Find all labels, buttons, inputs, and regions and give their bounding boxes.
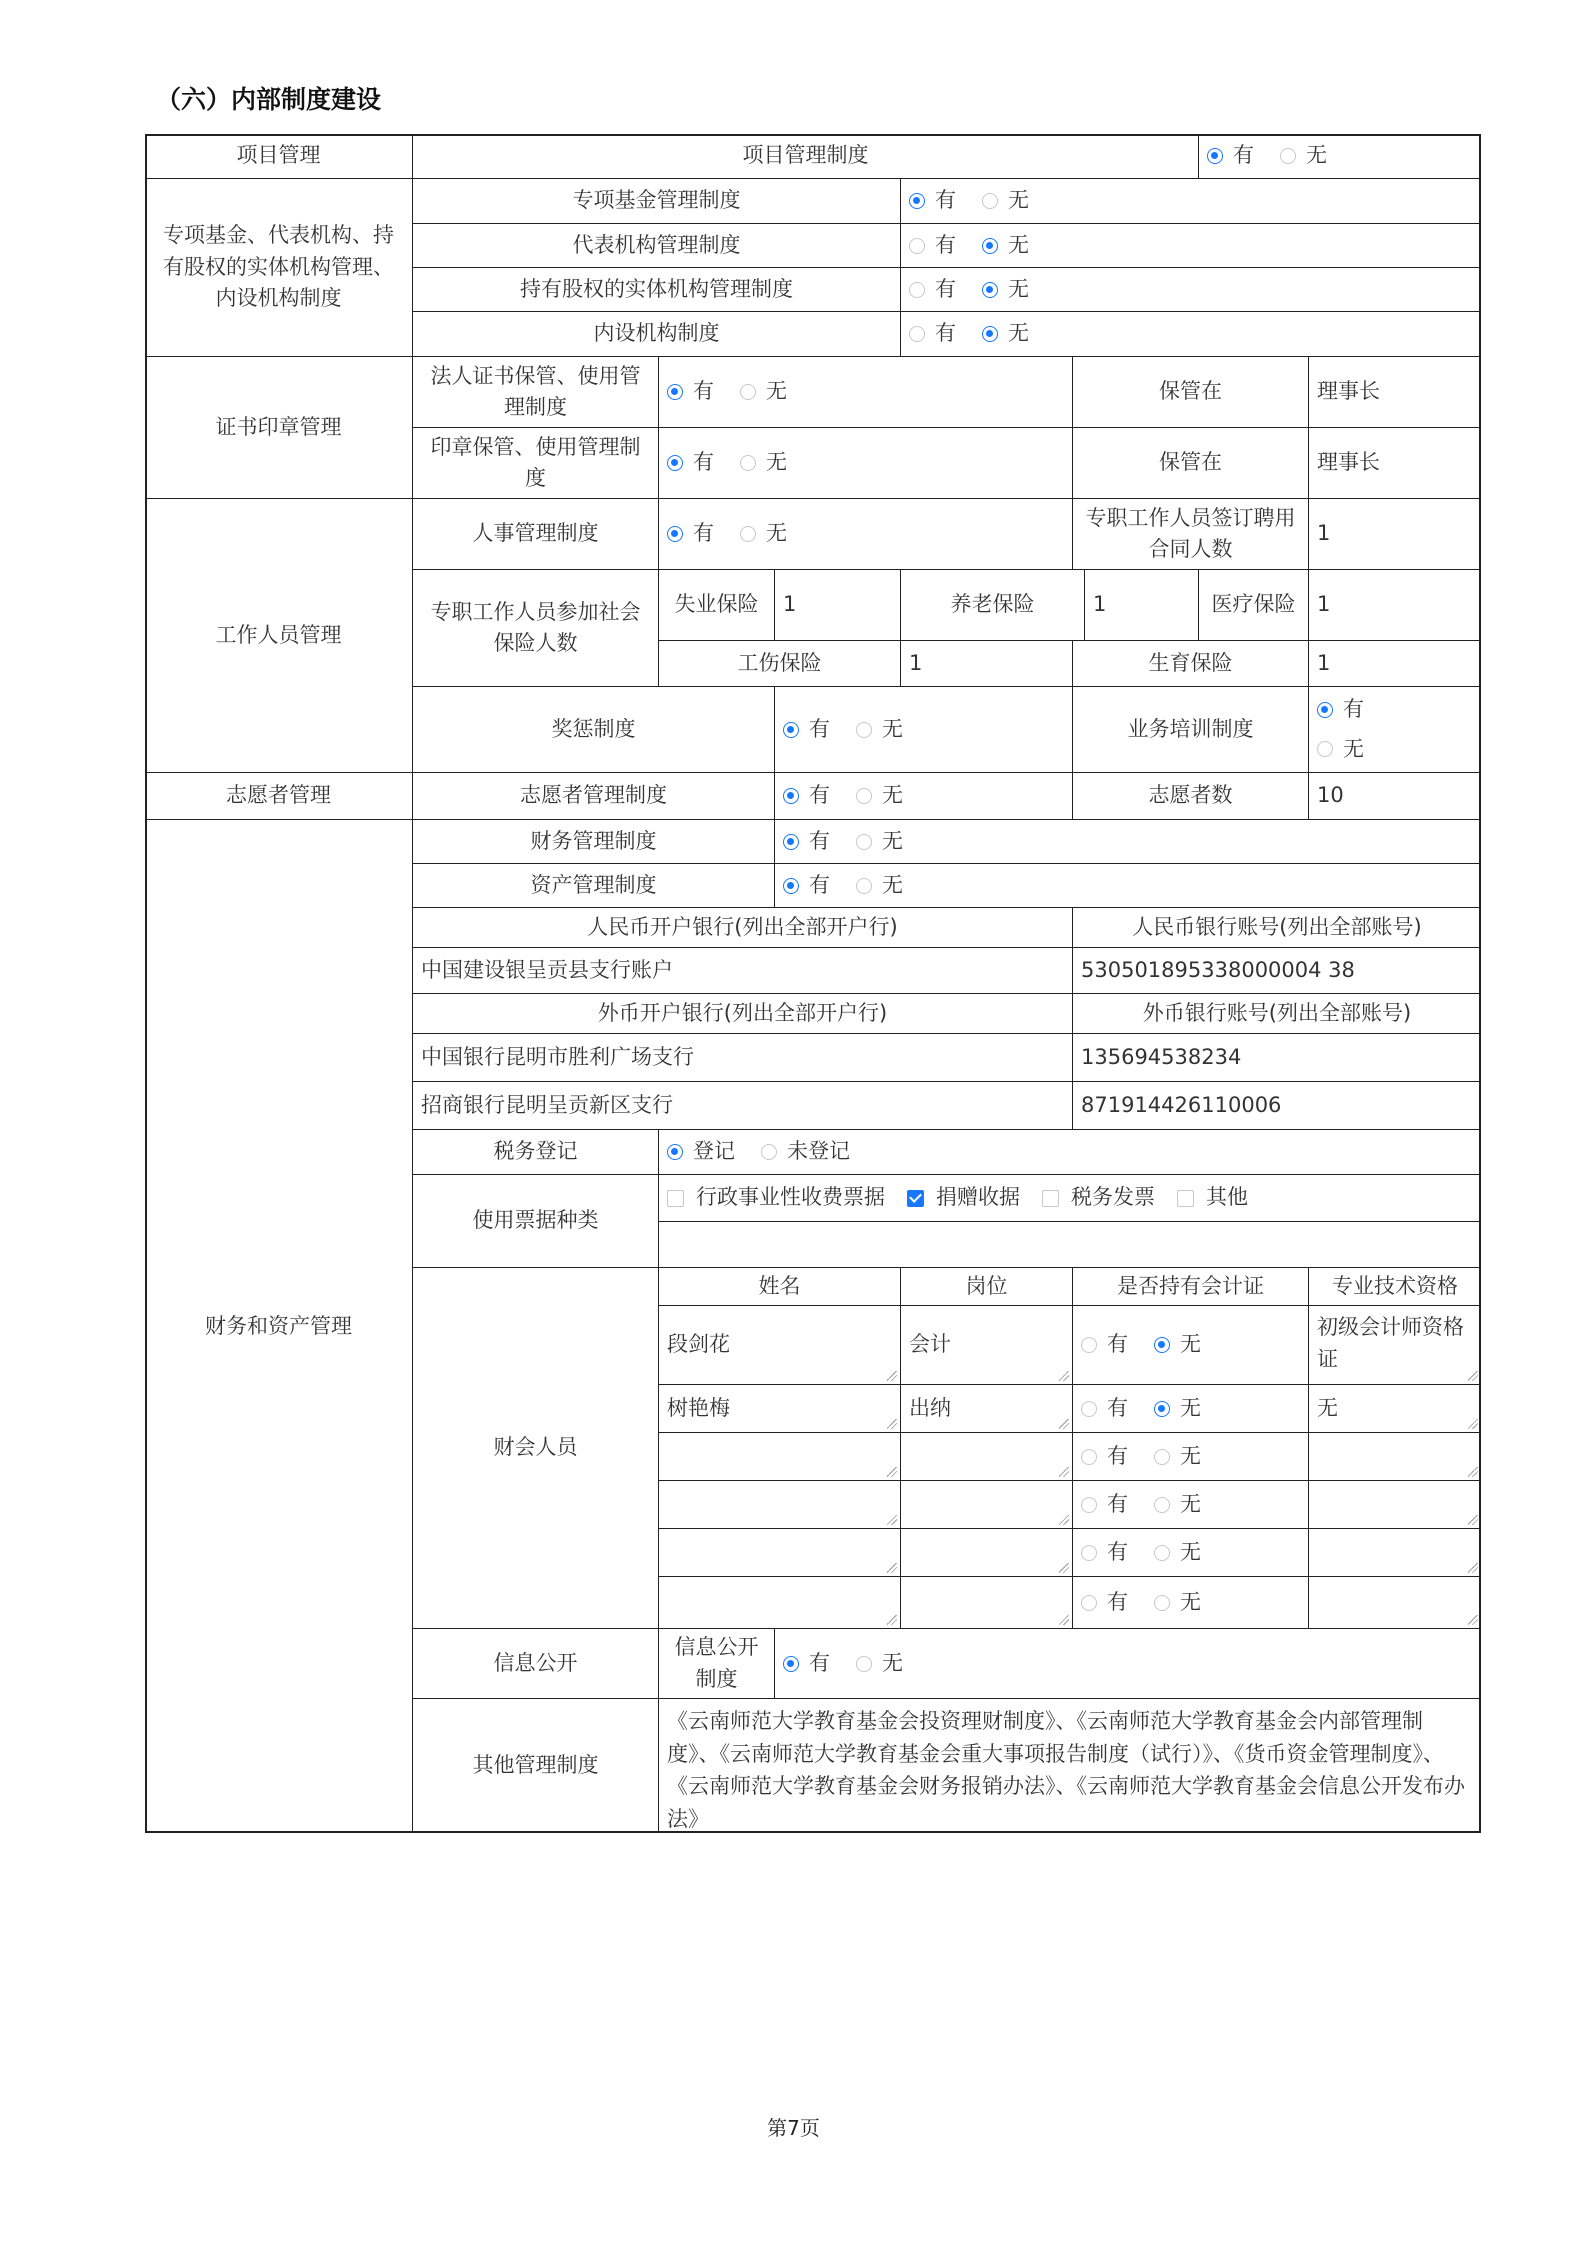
radio-circle-icon — [740, 384, 756, 400]
project-yes-radio[interactable] — [1207, 140, 1254, 172]
stamp-yes-radio[interactable] — [667, 447, 714, 479]
radio-circle-icon — [667, 455, 683, 471]
radio-label: 有 — [1107, 1395, 1128, 1420]
stamp-no-radio[interactable] — [740, 447, 787, 479]
radio-circle-icon — [1317, 741, 1333, 757]
special-radio-group — [901, 179, 1481, 224]
seal-cert-label: 法人证书保管、使用管理制度 — [413, 357, 659, 428]
radio-circle-icon — [783, 1656, 799, 1672]
acc-header-cert: 是否持有会计证 — [1073, 1268, 1309, 1306]
acc-name-input[interactable] — [659, 1577, 901, 1629]
radio-label: 有 — [1107, 1443, 1128, 1468]
radio-label: 有 — [809, 828, 830, 853]
resize-handle-icon[interactable] — [1059, 1467, 1069, 1477]
acc-cert-radio-group — [1073, 1577, 1309, 1629]
radio-label: 有 — [935, 232, 956, 257]
checkbox-label: 其他 — [1206, 1185, 1248, 1210]
checkbox-label: 捐赠收据 — [936, 1185, 1020, 1210]
special-3-no-radio[interactable] — [982, 318, 1029, 350]
radio-circle-icon — [909, 193, 925, 209]
acc-cert-3-yes-radio[interactable] — [1081, 1489, 1128, 1521]
project-no-radio[interactable] — [1280, 140, 1327, 172]
seal-category: 证书印章管理 — [145, 357, 413, 499]
project-category: 项目管理 — [145, 134, 413, 179]
radio-label: 无 — [1180, 1589, 1201, 1614]
acc-cert-radio-group — [1073, 1481, 1309, 1529]
asset-policy-label: 资产管理制度 — [413, 864, 775, 908]
radio-circle-icon — [1081, 1545, 1097, 1561]
radio-circle-icon — [909, 326, 925, 342]
fx-bank-header: 外币开户银行(列出全部开户行) — [413, 994, 1073, 1034]
finpolicy-yes-radio[interactable] — [783, 826, 830, 858]
tax-label: 税务登记 — [413, 1130, 659, 1175]
radio-circle-icon — [856, 878, 872, 894]
volunteer-category: 志愿者管理 — [145, 773, 413, 820]
unemployment-value: 1 — [775, 570, 901, 641]
seal-cert-kept-label: 保管在 — [1073, 357, 1309, 428]
radio-circle-icon — [783, 834, 799, 850]
special-2-yes-radio[interactable] — [909, 274, 956, 306]
volunteer-policy-label: 志愿者管理制度 — [413, 773, 775, 820]
radio-label: 无 — [766, 450, 787, 475]
pension-value: 1 — [1085, 570, 1199, 641]
radio-label: 有 — [693, 521, 714, 546]
acc-qual-input[interactable] — [1309, 1481, 1481, 1529]
acc-qual-input[interactable]: 初级会计师资格证 — [1309, 1306, 1481, 1385]
acc-cert-5-no-radio[interactable] — [1154, 1587, 1201, 1619]
acc-name-input[interactable] — [659, 1529, 901, 1577]
resize-handle-icon[interactable] — [887, 1467, 897, 1477]
fx-account: 871914426110006 — [1073, 1082, 1481, 1130]
seal-stamp-label: 印章保管、使用管理制度 — [413, 428, 659, 499]
acc-header-qual: 专业技术资格 — [1309, 1268, 1481, 1306]
hr-no-radio[interactable] — [740, 518, 787, 550]
receipt-tax-invoice-checkbox[interactable] — [1042, 1182, 1155, 1214]
asset-yes-radio[interactable] — [783, 870, 830, 902]
maternity-label: 生育保险 — [1073, 641, 1309, 687]
acc-name-input[interactable] — [659, 1433, 901, 1481]
radio-label: 无 — [1008, 232, 1029, 257]
acc-cert-1-yes-radio[interactable] — [1081, 1393, 1128, 1425]
training-no-radio[interactable] — [1317, 734, 1364, 766]
radio-circle-icon — [909, 238, 925, 254]
acc-header-name: 姓名 — [659, 1268, 901, 1306]
radio-label: 无 — [882, 1650, 903, 1675]
radio-circle-icon — [982, 282, 998, 298]
tax-registered-radio[interactable] — [667, 1136, 735, 1168]
seal-cert-radio-group — [659, 357, 1073, 428]
disclosure-yes-radio[interactable] — [783, 1648, 830, 1680]
resize-handle-icon[interactable] — [887, 1419, 897, 1429]
acc-cert-radio-group — [1073, 1385, 1309, 1433]
radio-circle-icon — [667, 384, 683, 400]
radio-label: 有 — [809, 716, 830, 741]
page-number: 第7页 — [767, 2116, 820, 2140]
acc-cert-4-no-radio[interactable] — [1154, 1537, 1201, 1569]
acc-cert-1-no-radio[interactable] — [1154, 1393, 1201, 1425]
seal-stamp-kept-label: 保管在 — [1073, 428, 1309, 499]
radio-circle-icon — [1154, 1497, 1170, 1513]
radio-label: 无 — [1180, 1332, 1201, 1357]
radio-label: 无 — [1008, 321, 1029, 346]
radio-circle-icon — [1154, 1595, 1170, 1611]
project-item-label: 项目管理制度 — [413, 134, 1199, 179]
radio-circle-icon — [856, 834, 872, 850]
special-item-label: 内设机构制度 — [413, 312, 901, 357]
radio-label: 有 — [1233, 143, 1254, 168]
radio-circle-icon — [1280, 148, 1296, 164]
radio-label: 有 — [935, 188, 956, 213]
acc-post-input[interactable] — [901, 1433, 1073, 1481]
radio-circle-icon — [761, 1144, 777, 1160]
disclosure-policy-label: 信息公开制度 — [659, 1629, 775, 1699]
disclosure-no-radio[interactable] — [856, 1648, 903, 1680]
asset-no-radio[interactable] — [856, 870, 903, 902]
unemployment-label: 失业保险 — [659, 570, 775, 641]
special-radio-group — [901, 268, 1481, 312]
cert-no-radio[interactable] — [740, 376, 787, 408]
radio-circle-icon — [982, 326, 998, 342]
radio-label: 有 — [1343, 697, 1364, 721]
section-title: （六）内部制度建设 — [156, 85, 382, 114]
acc-cert-2-no-radio[interactable] — [1154, 1441, 1201, 1473]
resize-handle-icon[interactable] — [1468, 1563, 1478, 1573]
receipt-other-input[interactable] — [659, 1222, 1481, 1268]
acc-cert-4-yes-radio[interactable] — [1081, 1537, 1128, 1569]
staff-insurance-label: 专职工作人员参加社会保险人数 — [413, 570, 659, 687]
radio-label: 有 — [1107, 1539, 1128, 1564]
medical-label: 医疗保险 — [1199, 570, 1309, 641]
asset-policy-radio-group — [775, 864, 1481, 908]
radio-label: 有 — [693, 450, 714, 475]
radio-label: 无 — [1180, 1491, 1201, 1516]
radio-circle-icon — [1081, 1337, 1097, 1353]
acc-qual-input[interactable] — [1309, 1529, 1481, 1577]
special-0-yes-radio[interactable] — [909, 185, 956, 217]
tax-unregistered-radio[interactable] — [761, 1136, 850, 1168]
receipt-other-checkbox[interactable] — [1177, 1182, 1248, 1214]
reward-no-radio[interactable] — [856, 714, 903, 746]
fx-bank: 招商银行昆明呈贡新区支行 — [413, 1082, 1073, 1130]
checkbox-checked-icon — [907, 1190, 924, 1207]
radio-circle-icon — [667, 1144, 683, 1160]
radio-circle-icon — [982, 193, 998, 209]
special-2-no-radio[interactable] — [982, 274, 1029, 306]
radio-circle-icon — [1081, 1595, 1097, 1611]
radio-circle-icon — [1154, 1449, 1170, 1465]
radio-label: 未登记 — [787, 1139, 850, 1164]
radio-label: 无 — [1180, 1539, 1201, 1564]
radio-label: 无 — [1008, 276, 1029, 301]
acc-post-input[interactable] — [901, 1481, 1073, 1529]
fx-account-header: 外币银行账号(列出全部账号) — [1073, 994, 1481, 1034]
resize-handle-icon[interactable] — [1468, 1371, 1478, 1381]
special-radio-group — [901, 224, 1481, 268]
radio-label: 有 — [935, 276, 956, 301]
acc-cert-radio-group — [1073, 1529, 1309, 1577]
receipt-label: 使用票据种类 — [413, 1175, 659, 1268]
checkbox-label: 税务发票 — [1071, 1185, 1155, 1210]
radio-label: 有 — [935, 321, 956, 346]
finance-policy-radio-group — [775, 820, 1481, 864]
training-radio-group — [1309, 687, 1481, 773]
reward-label: 奖惩制度 — [413, 687, 775, 773]
acc-cert-3-no-radio[interactable] — [1154, 1489, 1201, 1521]
radio-label: 有 — [1107, 1589, 1128, 1614]
radio-label: 有 — [809, 872, 830, 897]
special-item-label: 持有股权的实体机构管理制度 — [413, 268, 901, 312]
acc-cert-0-no-radio[interactable] — [1154, 1329, 1201, 1361]
resize-handle-icon[interactable] — [1468, 1419, 1478, 1429]
radio-label: 无 — [882, 872, 903, 897]
other-label: 其他管理制度 — [413, 1699, 659, 1833]
acc-cert-2-yes-radio[interactable] — [1081, 1441, 1128, 1473]
rmb-bank: 中国建设银呈贡县支行账户 — [413, 948, 1073, 994]
finance-category: 财务和资产管理 — [145, 820, 413, 1833]
radio-label: 无 — [1180, 1395, 1201, 1420]
radio-label: 有 — [1107, 1332, 1128, 1357]
volunteer-count-label: 志愿者数 — [1073, 773, 1309, 820]
special-3-yes-radio[interactable] — [909, 318, 956, 350]
resize-handle-icon[interactable] — [1468, 1467, 1478, 1477]
radio-circle-icon — [856, 1656, 872, 1672]
resize-handle-icon[interactable] — [887, 1371, 897, 1381]
radio-circle-icon — [1154, 1337, 1170, 1353]
resize-handle-icon[interactable] — [887, 1563, 897, 1573]
special-radio-group — [901, 312, 1481, 357]
radio-circle-icon — [909, 282, 925, 298]
radio-circle-icon — [1081, 1449, 1097, 1465]
receipt-donation-checkbox[interactable] — [907, 1182, 1020, 1214]
checkbox-icon — [667, 1190, 684, 1207]
acc-cert-5-yes-radio[interactable] — [1081, 1587, 1128, 1619]
acc-name-input[interactable]: 段剑花 — [659, 1306, 901, 1385]
reward-yes-radio[interactable] — [783, 714, 830, 746]
resize-handle-icon[interactable] — [1468, 1615, 1478, 1625]
radio-circle-icon — [740, 455, 756, 471]
reward-radio-group — [775, 687, 1073, 773]
accountant-label: 财会人员 — [413, 1268, 659, 1629]
radio-label: 无 — [1343, 736, 1364, 761]
resize-handle-icon[interactable] — [1059, 1563, 1069, 1573]
training-yes-radio[interactable] — [1317, 694, 1364, 726]
disclosure-label: 信息公开 — [413, 1629, 659, 1699]
radio-circle-icon — [856, 788, 872, 804]
staff-contract-label: 专职工作人员签订聘用合同人数 — [1073, 499, 1309, 570]
checkbox-label: 行政事业性收费票据 — [696, 1185, 885, 1210]
special-0-no-radio[interactable] — [982, 185, 1029, 217]
radio-label: 无 — [766, 521, 787, 546]
acc-post-input[interactable]: 出纳 — [901, 1385, 1073, 1433]
rmb-account: 530501895338000004 38 — [1073, 948, 1481, 994]
checkbox-icon — [1177, 1190, 1194, 1207]
acc-qual-input[interactable] — [1309, 1577, 1481, 1629]
special-1-no-radio[interactable] — [982, 230, 1029, 262]
staff-hr-radio-group — [659, 499, 1073, 570]
radio-circle-icon — [1081, 1497, 1097, 1513]
radio-label: 有 — [693, 379, 714, 404]
checkbox-icon — [1042, 1190, 1059, 1207]
resize-handle-icon[interactable] — [887, 1515, 897, 1525]
disclosure-radio-group — [775, 1629, 1481, 1699]
other-policies-textarea[interactable]: 《云南师范大学教育基金会投资理财制度》、《云南师范大学教育基金会内部管理制度》、《云南师范大学教育基金会重大事项报告制度（试行）》、《货币资金管理制度》、《云南师范大学教育基金会财务报销办法》、《云南师范大学教育基金会信息公开发布办法》 — [667, 1709, 1465, 1831]
staff-contract-value: 1 — [1309, 499, 1481, 570]
resize-handle-icon[interactable] — [1059, 1371, 1069, 1381]
acc-name-input[interactable] — [659, 1481, 901, 1529]
medical-value: 1 — [1309, 570, 1481, 641]
hr-yes-radio[interactable] — [667, 518, 714, 550]
radio-circle-icon — [1154, 1401, 1170, 1417]
seal-stamp-keeper: 理事长 — [1309, 428, 1481, 499]
radio-label: 有 — [809, 783, 830, 808]
radio-circle-icon — [740, 526, 756, 542]
radio-label: 无 — [1008, 188, 1029, 213]
fx-bank: 中国银行昆明市胜利广场支行 — [413, 1034, 1073, 1082]
volunteer-count-value: 10 — [1309, 773, 1481, 820]
injury-value: 1 — [901, 641, 1073, 687]
acc-cert-0-yes-radio[interactable] — [1081, 1329, 1128, 1361]
special-item-label: 专项基金管理制度 — [413, 179, 901, 224]
radio-circle-icon — [1154, 1545, 1170, 1561]
rmb-account-header: 人民币银行账号(列出全部账号) — [1073, 908, 1481, 948]
acc-cert-radio-group — [1073, 1433, 1309, 1481]
radio-circle-icon — [783, 788, 799, 804]
acc-header-post: 岗位 — [901, 1268, 1073, 1306]
acc-post-input[interactable]: 会计 — [901, 1306, 1073, 1385]
radio-label: 无 — [882, 783, 903, 808]
radio-circle-icon — [1081, 1401, 1097, 1417]
volunteer-radio-group — [775, 773, 1073, 820]
radio-label: 有 — [1107, 1491, 1128, 1516]
radio-label: 无 — [882, 828, 903, 853]
volunteer-yes-radio[interactable] — [783, 780, 830, 812]
pension-label: 养老保险 — [901, 570, 1085, 641]
resize-handle-icon[interactable] — [1059, 1615, 1069, 1625]
radio-label: 有 — [809, 1650, 830, 1675]
radio-circle-icon — [1317, 702, 1333, 718]
receipt-admin-fee-checkbox[interactable] — [667, 1182, 885, 1214]
seal-stamp-radio-group — [659, 428, 1073, 499]
maternity-value: 1 — [1309, 641, 1481, 687]
radio-label: 无 — [1306, 143, 1327, 168]
resize-handle-icon[interactable] — [887, 1615, 897, 1625]
radio-circle-icon — [856, 722, 872, 738]
staff-hr-label: 人事管理制度 — [413, 499, 659, 570]
radio-label: 无 — [766, 379, 787, 404]
acc-post-input[interactable] — [901, 1577, 1073, 1629]
special-1-yes-radio[interactable] — [909, 230, 956, 262]
radio-circle-icon — [783, 722, 799, 738]
radio-circle-icon — [667, 526, 683, 542]
radio-circle-icon — [1207, 148, 1223, 164]
special-item-label: 代表机构管理制度 — [413, 224, 901, 268]
fx-account: 135694538234 — [1073, 1034, 1481, 1082]
resize-handle-icon[interactable] — [1059, 1515, 1069, 1525]
training-label: 业务培训制度 — [1073, 687, 1309, 773]
project-radio-group — [1199, 134, 1481, 179]
acc-qual-input[interactable]: 无 — [1309, 1385, 1481, 1433]
rmb-bank-header: 人民币开户银行(列出全部开户行) — [413, 908, 1073, 948]
receipt-checkbox-group — [659, 1175, 1481, 1222]
acc-name-input[interactable]: 树艳梅 — [659, 1385, 901, 1433]
resize-handle-icon[interactable] — [1059, 1419, 1069, 1429]
acc-post-input[interactable] — [901, 1529, 1073, 1577]
resize-handle-icon[interactable] — [1468, 1515, 1478, 1525]
staff-category: 工作人员管理 — [145, 499, 413, 773]
finance-policy-label: 财务管理制度 — [413, 820, 775, 864]
seal-cert-keeper: 理事长 — [1309, 357, 1481, 428]
volunteer-no-radio[interactable] — [856, 780, 903, 812]
radio-label: 登记 — [693, 1139, 735, 1164]
injury-label: 工伤保险 — [659, 641, 901, 687]
finpolicy-no-radio[interactable] — [856, 826, 903, 858]
acc-qual-input[interactable] — [1309, 1433, 1481, 1481]
cert-yes-radio[interactable] — [667, 376, 714, 408]
tax-radio-group — [659, 1130, 1481, 1175]
radio-label: 无 — [882, 716, 903, 741]
radio-circle-icon — [982, 238, 998, 254]
special-category: 专项基金、代表机构、持有股权的实体机构管理、内设机构制度 — [145, 179, 413, 357]
radio-circle-icon — [783, 878, 799, 894]
acc-cert-radio-group — [1073, 1306, 1309, 1385]
radio-label: 无 — [1180, 1443, 1201, 1468]
